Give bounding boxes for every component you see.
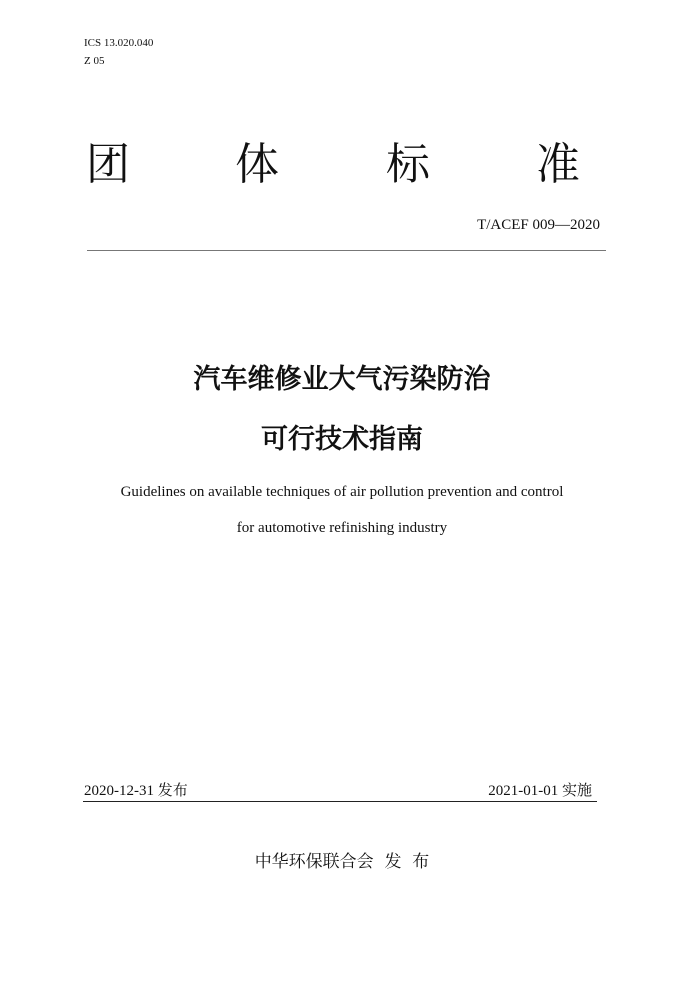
issuer: 中华环保联合会 发 布 — [254, 852, 430, 872]
chinese-title-line-2: 可行技术指南 — [261, 424, 423, 455]
publish-date: 2020-12-31 发布 — [84, 783, 188, 799]
footer-divider — [83, 801, 597, 802]
standard-type-char-3: 标 — [386, 139, 430, 190]
standard-type-char-2: 体 — [235, 139, 279, 190]
english-title-line-2: for automotive refinishing industry — [236, 520, 448, 536]
standard-type-char-1: 团 — [86, 139, 130, 190]
ccs-code: Z 05 — [84, 55, 105, 67]
english-title-line-1: Guidelines on available techniques of air pollution prevention and control — [120, 484, 564, 500]
header-divider — [87, 250, 606, 251]
standard-number: T/ACEF 009—2020 — [477, 217, 600, 233]
chinese-title-line-1: 汽车维修业大气污染防治 — [193, 364, 491, 395]
ics-code: ICS 13.020.040 — [84, 37, 154, 49]
implementation-date: 2021-01-01 实施 — [488, 783, 592, 799]
standard-type-char-4: 准 — [536, 139, 580, 190]
